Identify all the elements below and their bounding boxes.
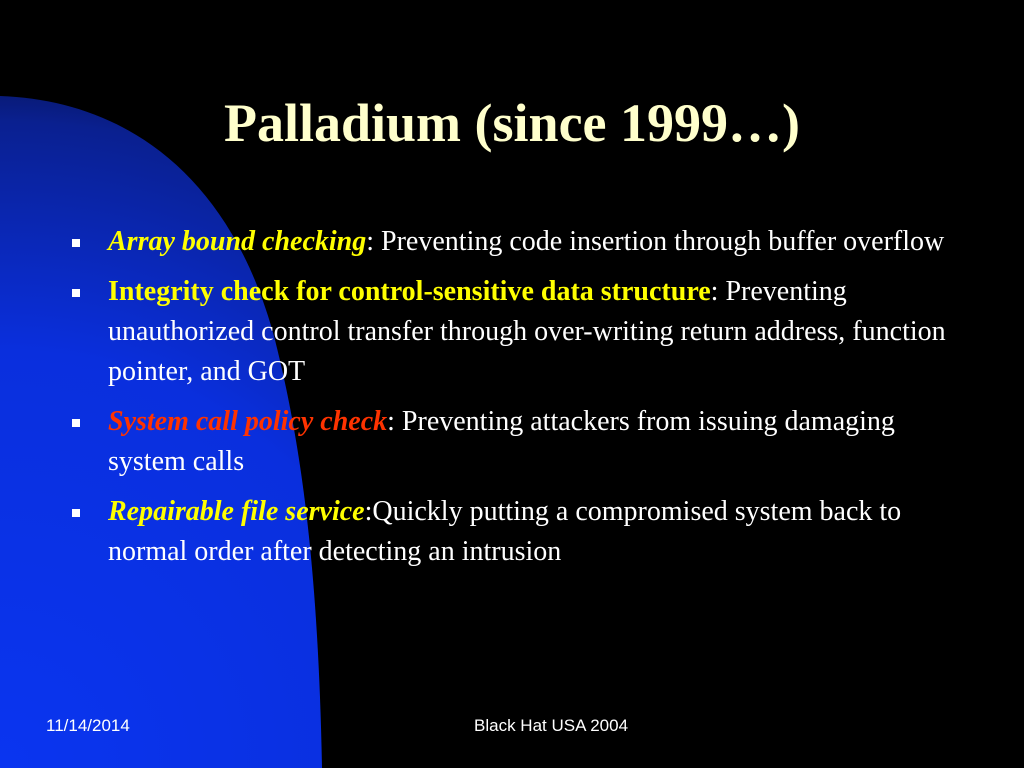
bullet-text: Preventing unauthorized control transfer through over-writing return address, function pointer, and GOT	[108, 276, 946, 387]
bullet-item-system-call-policy	[66, 402, 976, 482]
footer-event: Black Hat USA 2004	[474, 716, 629, 735]
bullet-item-repairable-file-service	[66, 492, 976, 572]
square-bullet-icon	[72, 509, 80, 517]
footer-date: 11/14/2014	[46, 716, 130, 735]
square-bullet-icon	[72, 419, 80, 427]
bullet-term: System call policy check	[108, 406, 388, 437]
bullet-term: Array bound checking	[108, 226, 367, 257]
bullet-separator: :	[366, 226, 375, 257]
slide-title: Palladium (since 1999…)	[224, 93, 800, 153]
square-bullet-icon	[72, 289, 80, 297]
square-bullet-icon	[72, 239, 80, 247]
bullet-separator: :	[364, 496, 373, 527]
bullet-text: Preventing code insertion through buffer overflow	[374, 226, 945, 257]
bullet-text: Preventing attackers from issuing damaging system calls	[108, 406, 895, 477]
bullet-item-integrity-check	[66, 272, 976, 392]
bullet-text: Quickly putting a compromised system back to normal order after detecting an intrusion	[108, 496, 902, 567]
bullet-list	[66, 222, 976, 582]
bullet-separator: :	[387, 406, 395, 437]
bullet-item-array-bound-checking	[66, 222, 976, 262]
bullet-separator: :	[710, 276, 719, 307]
bullet-term: Integrity check for control-sensitive data structure	[108, 276, 711, 307]
bullet-term: Repairable file service	[108, 496, 365, 527]
